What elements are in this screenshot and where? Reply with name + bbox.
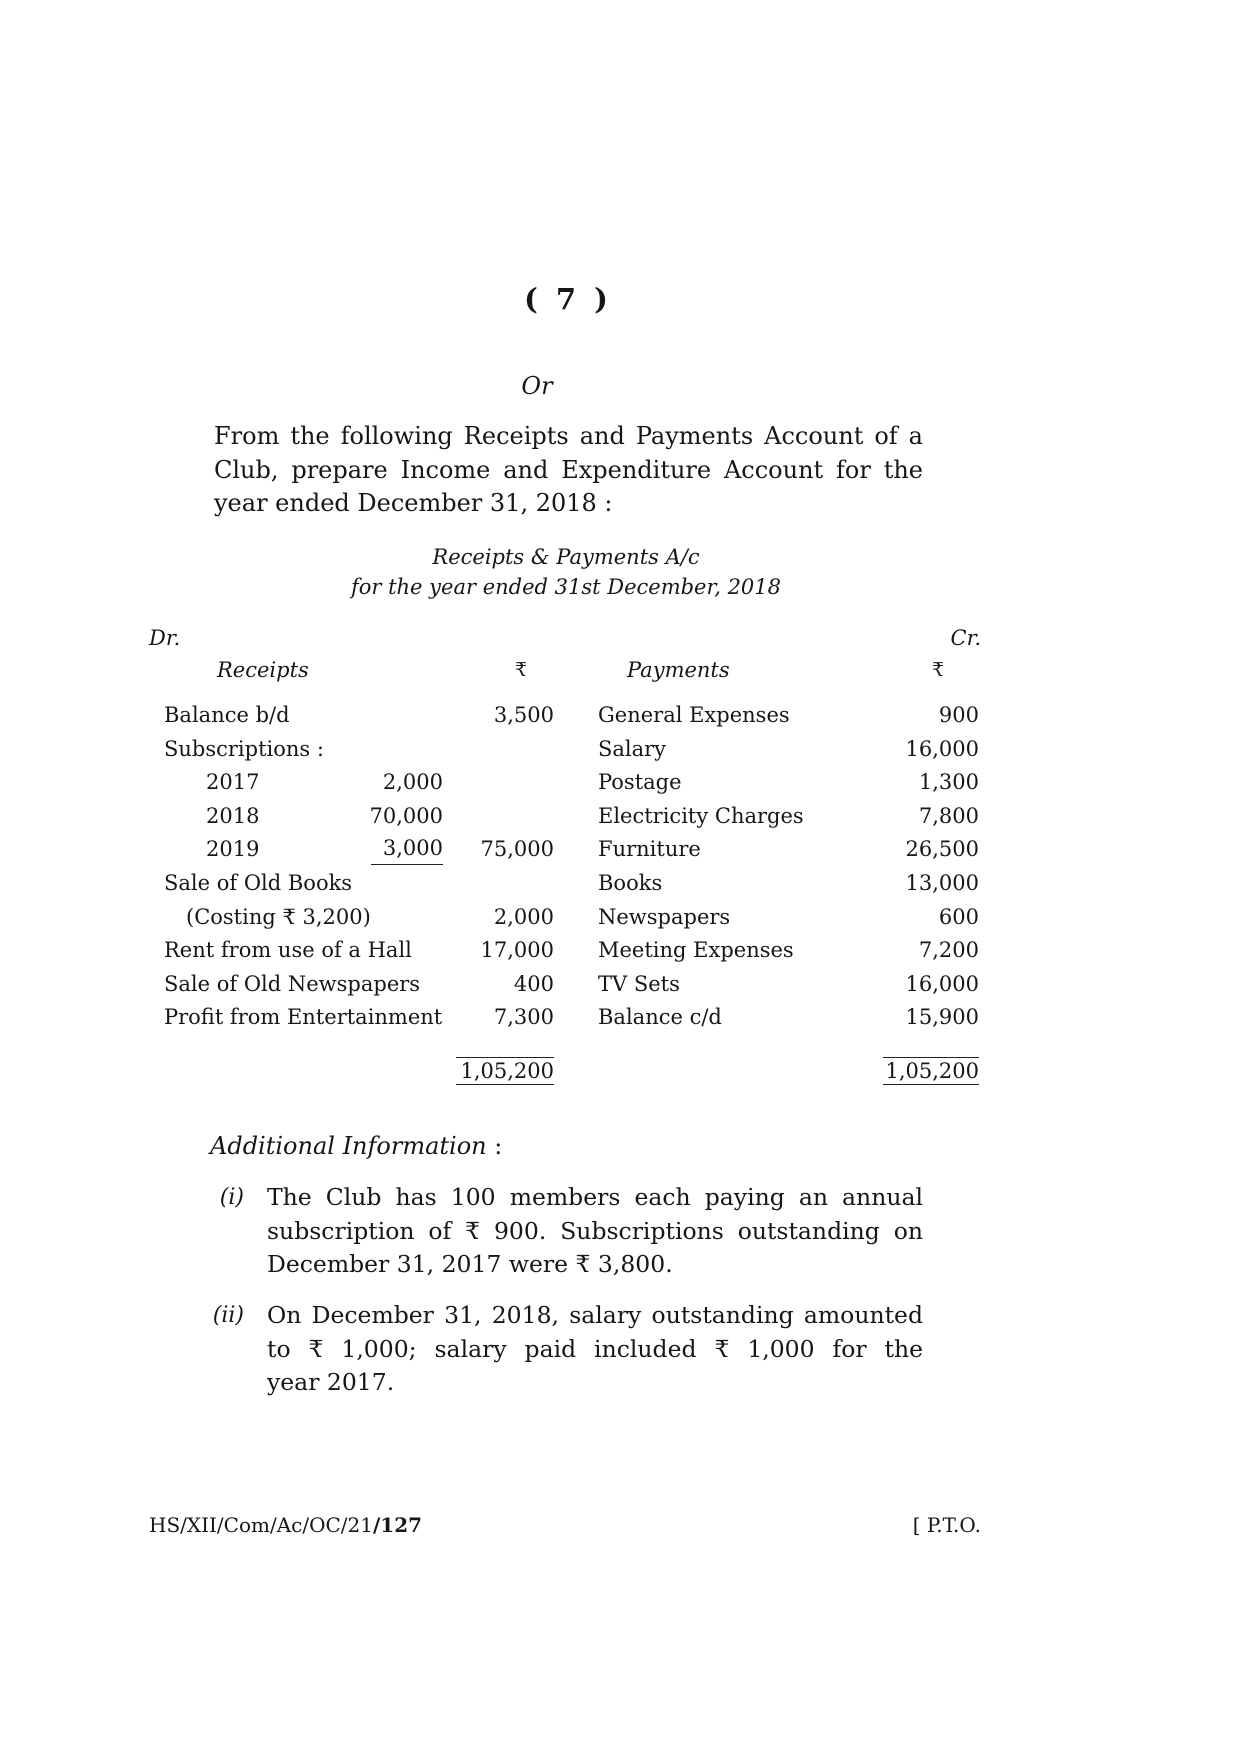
payment-amount: 16,000 [905, 736, 979, 761]
additional-info-title: Additional Information [210, 1132, 487, 1160]
payment-amount: 16,000 [905, 971, 979, 996]
payment-label: Meeting Expenses [598, 938, 794, 963]
payment-amount: 26,500 [905, 837, 979, 862]
payment-label: Balance c/d [598, 1005, 722, 1030]
receipt-amount: 17,000 [480, 938, 554, 963]
payment-label: Furniture [598, 837, 701, 862]
receipt-label: Subscriptions : [164, 736, 324, 761]
info-line: year 2017. [267, 1368, 395, 1397]
info-item-text [267, 1299, 923, 1400]
ledger-row [0, 968, 1241, 1002]
account-title: Receipts & Payments A/c [432, 545, 700, 569]
info-item-text [267, 1181, 923, 1282]
receipt-label: Balance b/d [164, 703, 290, 727]
ledger-row [0, 800, 1241, 834]
paper-code-prefix: HS/XII/Com/Ac/OC/21 [149, 1513, 373, 1537]
receipt-amount: 400 [513, 971, 554, 996]
subscription-total: 75,000 [480, 837, 554, 862]
receipt-amount: 7,300 [493, 1005, 554, 1030]
subscription-year: 2018 [206, 803, 260, 828]
info-line: subscription of ₹ 900. Subscriptions outstanding on [267, 1216, 923, 1245]
ledger-row [0, 934, 1241, 968]
receipt-label: Sale of Old Newspapers [164, 971, 421, 996]
question-line: Club, prepare Income and Expenditure Account for the [214, 455, 923, 484]
info-line: The Club has 100 members each paying an annual [267, 1183, 923, 1211]
receipt-label: Sale of Old Books [164, 870, 353, 895]
info-item-marker: (ii) [212, 1303, 244, 1328]
ledger-body [0, 699, 1241, 1035]
ledger-row [0, 867, 1241, 901]
payment-label: General Expenses [598, 703, 790, 727]
payment-label: TV Sets [598, 971, 680, 996]
subscription-year: 2017 [206, 770, 260, 795]
question-line: From the following Receipts and Payments Account of a [214, 422, 923, 450]
credit-label: Cr. [950, 626, 981, 650]
payment-amount: 7,200 [918, 938, 979, 963]
payment-label: Books [598, 870, 663, 895]
receipts-total: 1,05,200 [456, 1057, 554, 1085]
info-line: December 31, 2017 were ₹ 3,800. [267, 1250, 673, 1279]
payments-total: 1,05,200 [883, 1057, 979, 1085]
ledger-row [0, 733, 1241, 767]
paper-code [149, 1511, 422, 1539]
payment-amount: 7,800 [918, 803, 979, 828]
info-line: to ₹ 1,000; salary paid included ₹ 1,000 for the [267, 1334, 923, 1363]
receipts-heading: Receipts [217, 658, 309, 682]
receipt-label: (Costing ₹ 3,200) [186, 904, 371, 929]
paper-code-number: /127 [372, 1513, 423, 1537]
ledger-row [0, 699, 1241, 733]
subscription-amount: 2,000 [382, 770, 443, 795]
account-period: for the year ended 31st December, 2018 [350, 575, 782, 599]
payment-amount: 15,900 [905, 1005, 979, 1030]
subscription-year: 2019 [206, 837, 260, 862]
receipt-amount: 2,000 [493, 904, 554, 929]
additional-info-heading [210, 1129, 502, 1163]
receipt-amount: 3,500 [493, 703, 554, 727]
payments-rupee-symbol: ₹ [932, 659, 945, 681]
additional-info-colon: : [494, 1132, 503, 1160]
payment-amount: 600 [938, 904, 979, 929]
subscription-amount: 3,000 [371, 833, 443, 865]
question-text [214, 420, 923, 521]
or-label: Or [521, 372, 553, 400]
ledger-row [0, 901, 1241, 935]
payment-label: Postage [598, 770, 682, 795]
pto-label: [ P.T.O. [912, 1513, 981, 1537]
page-number: ( 7 ) [524, 282, 608, 316]
account-caption [316, 542, 816, 602]
debit-label: Dr. [149, 626, 181, 650]
payments-heading: Payments [627, 658, 730, 682]
question-line: year ended December 31, 2018 : [214, 489, 613, 518]
ledger-row [0, 833, 1241, 867]
payment-amount: 900 [938, 703, 979, 727]
payment-label: Newspapers [598, 904, 731, 929]
payment-label: Electricity Charges [598, 803, 804, 828]
receipt-label: Profit from Entertainment [164, 1005, 443, 1030]
payment-label: Salary [598, 736, 667, 761]
receipts-rupee-symbol: ₹ [515, 659, 528, 681]
ledger-header [0, 653, 1241, 687]
subscription-amount: 70,000 [369, 803, 443, 828]
payment-amount: 13,000 [905, 870, 979, 895]
info-item-marker: (i) [219, 1185, 244, 1210]
payment-amount: 1,300 [918, 770, 979, 795]
info-line: On December 31, 2018, salary outstanding amounted [267, 1301, 923, 1329]
ledger-row [0, 766, 1241, 800]
ledger-row [0, 1001, 1241, 1035]
receipt-label: Rent from use of a Hall [164, 938, 412, 963]
